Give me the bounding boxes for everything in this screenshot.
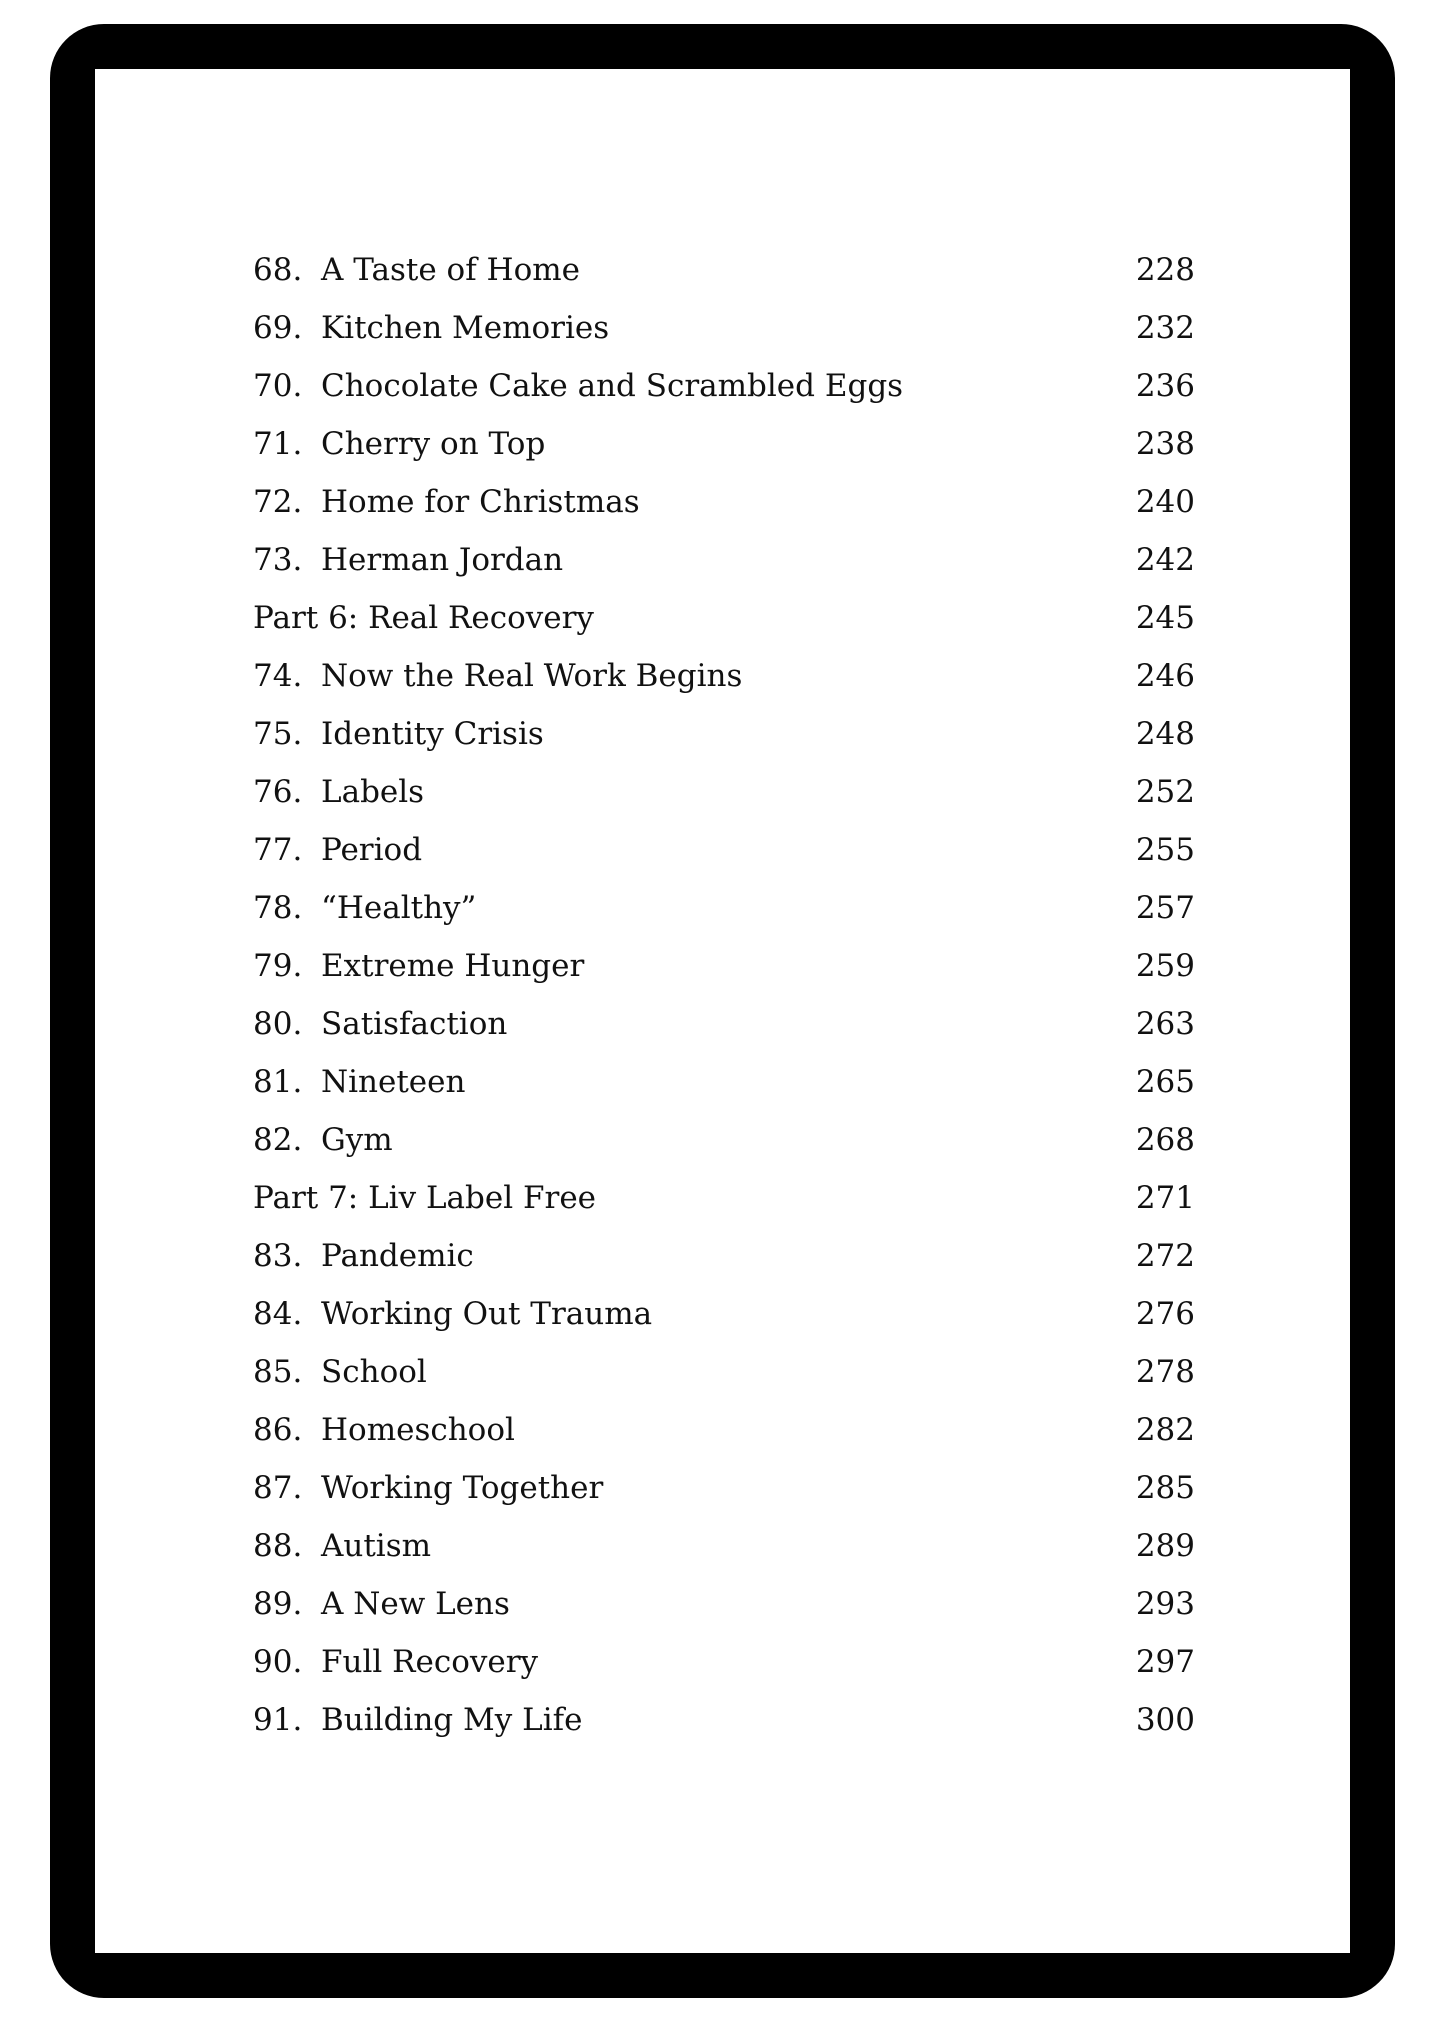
- page-number: 300: [1135, 1702, 1195, 1738]
- chapter-number: 75.: [253, 716, 303, 752]
- chapter-number: 89.: [253, 1586, 303, 1622]
- page-number: 263: [1135, 1006, 1195, 1042]
- chapter-title: Now the Real Work Begins: [321, 658, 743, 694]
- toc-entry: [253, 415, 1195, 473]
- toc-entry: [253, 763, 1195, 821]
- page-number: 228: [1135, 252, 1195, 288]
- chapter-title: A Taste of Home: [321, 252, 580, 288]
- toc-entry: [253, 299, 1195, 357]
- page-number: 289: [1135, 1528, 1195, 1564]
- toc-entry: [253, 1517, 1195, 1575]
- chapter-number: 70.: [253, 368, 303, 404]
- table-of-contents: [253, 241, 1195, 1749]
- page-number: 246: [1135, 658, 1195, 694]
- toc-entry-label: [253, 600, 594, 636]
- page-number: 252: [1135, 774, 1195, 810]
- chapter-number: 69.: [253, 310, 303, 346]
- chapter-title: Pandemic: [321, 1238, 474, 1274]
- chapter-title: Gym: [321, 1122, 393, 1158]
- chapter-number: 73.: [253, 542, 303, 578]
- toc-entry-label: [253, 1644, 538, 1680]
- chapter-number: 86.: [253, 1412, 303, 1448]
- toc-entry-label: [253, 774, 424, 810]
- chapter-title: Homeschool: [321, 1412, 515, 1448]
- toc-entry: [253, 1459, 1195, 1517]
- toc-entry: [253, 1111, 1195, 1169]
- toc-entry-label: [253, 1528, 431, 1564]
- chapter-title: Building My Life: [321, 1702, 583, 1738]
- chapter-number: 83.: [253, 1238, 303, 1274]
- page-number: 268: [1135, 1122, 1195, 1158]
- page-number: 257: [1135, 890, 1195, 926]
- part-title: Part 6: Real Recovery: [253, 600, 594, 636]
- page-number: 255: [1135, 832, 1195, 868]
- toc-entry-label: [253, 426, 545, 462]
- toc-entry-label: [253, 716, 544, 752]
- chapter-number: 72.: [253, 484, 303, 520]
- page-number: 293: [1135, 1586, 1195, 1622]
- toc-entry-label: [253, 1180, 596, 1216]
- toc-entry: [253, 357, 1195, 415]
- chapter-title: Extreme Hunger: [321, 948, 585, 984]
- toc-entry-label: [253, 1238, 474, 1274]
- page-number: 259: [1135, 948, 1195, 984]
- toc-entry-label: [253, 658, 742, 694]
- chapter-number: 79.: [253, 948, 303, 984]
- toc-entry: [253, 995, 1195, 1053]
- page-number: 271: [1135, 1180, 1195, 1216]
- chapter-number: 91.: [253, 1702, 303, 1738]
- page-number: 297: [1135, 1644, 1195, 1680]
- toc-entry-label: [253, 890, 476, 926]
- page-number: 285: [1135, 1470, 1195, 1506]
- chapter-number: 77.: [253, 832, 303, 868]
- chapter-number: 90.: [253, 1644, 303, 1680]
- chapter-title: “Healthy”: [321, 890, 477, 926]
- page-number: 240: [1135, 484, 1195, 520]
- chapter-number: 78.: [253, 890, 303, 926]
- chapter-title: Chocolate Cake and Scrambled Eggs: [321, 368, 904, 404]
- toc-entry: [253, 821, 1195, 879]
- chapter-title: Cherry on Top: [321, 426, 546, 462]
- toc-entry: [253, 879, 1195, 937]
- chapter-title: Home for Christmas: [321, 484, 640, 520]
- page-number: 282: [1135, 1412, 1195, 1448]
- chapter-title: Herman Jordan: [321, 542, 564, 578]
- page-number: 238: [1135, 426, 1195, 462]
- toc-entry: [253, 1053, 1195, 1111]
- toc-entry: [253, 705, 1195, 763]
- chapter-title: A New Lens: [321, 1586, 510, 1622]
- toc-entry: [253, 937, 1195, 995]
- toc-entry-label: [253, 1470, 603, 1506]
- page-number: 232: [1135, 310, 1195, 346]
- page-number: 265: [1135, 1064, 1195, 1100]
- page-number: 248: [1135, 716, 1195, 752]
- page-number: 276: [1135, 1296, 1195, 1332]
- toc-entry: [253, 1285, 1195, 1343]
- chapter-title: Working Out Trauma: [321, 1296, 653, 1332]
- toc-entry: [253, 531, 1195, 589]
- toc-entry: [253, 473, 1195, 531]
- toc-entry-label: [253, 252, 580, 288]
- toc-entry: [253, 1691, 1195, 1749]
- toc-part-heading: [253, 589, 1195, 647]
- toc-entry-label: [253, 1064, 465, 1100]
- chapter-title: School: [321, 1354, 427, 1390]
- part-title: Part 7: Liv Label Free: [253, 1180, 597, 1216]
- chapter-title: Period: [321, 832, 423, 868]
- chapter-number: 87.: [253, 1470, 303, 1506]
- toc-entry: [253, 1401, 1195, 1459]
- chapter-title: Working Together: [321, 1470, 604, 1506]
- chapter-title: Identity Crisis: [321, 716, 544, 752]
- toc-entry: [253, 1227, 1195, 1285]
- toc-entry-label: [253, 484, 640, 520]
- toc-entry-label: [253, 832, 422, 868]
- page-number: 245: [1135, 600, 1195, 636]
- toc-part-heading: [253, 1169, 1195, 1227]
- chapter-number: 81.: [253, 1064, 303, 1100]
- toc-entry: [253, 1633, 1195, 1691]
- chapter-number: 76.: [253, 774, 303, 810]
- toc-entry-label: [253, 368, 903, 404]
- chapter-number: 84.: [253, 1296, 303, 1332]
- toc-entry-label: [253, 948, 584, 984]
- chapter-title: Autism: [321, 1528, 432, 1564]
- chapter-number: 71.: [253, 426, 303, 462]
- toc-entry-label: [253, 1702, 582, 1738]
- toc-entry: [253, 1575, 1195, 1633]
- chapter-number: 88.: [253, 1528, 303, 1564]
- toc-entry-label: [253, 1122, 393, 1158]
- page-number: 278: [1135, 1354, 1195, 1390]
- book-page: [95, 69, 1350, 1953]
- toc-entry: [253, 1343, 1195, 1401]
- chapter-number: 82.: [253, 1122, 303, 1158]
- toc-entry-label: [253, 542, 563, 578]
- chapter-title: Full Recovery: [321, 1644, 539, 1680]
- toc-entry-label: [253, 1354, 427, 1390]
- chapter-number: 80.: [253, 1006, 303, 1042]
- page-number: 242: [1135, 542, 1195, 578]
- chapter-number: 85.: [253, 1354, 303, 1390]
- page-number: 272: [1135, 1238, 1195, 1274]
- chapter-title: Kitchen Memories: [321, 310, 610, 346]
- chapter-number: 68.: [253, 252, 303, 288]
- toc-entry-label: [253, 310, 609, 346]
- chapter-title: Satisfaction: [321, 1006, 508, 1042]
- chapter-number: 74.: [253, 658, 303, 694]
- toc-entry: [253, 647, 1195, 705]
- toc-entry-label: [253, 1296, 652, 1332]
- device-frame: [50, 24, 1395, 1998]
- chapter-title: Labels: [321, 774, 425, 810]
- toc-entry-label: [253, 1412, 515, 1448]
- toc-entry: [253, 241, 1195, 299]
- toc-entry-label: [253, 1586, 510, 1622]
- page-number: 236: [1135, 368, 1195, 404]
- toc-entry-label: [253, 1006, 507, 1042]
- chapter-title: Nineteen: [321, 1064, 466, 1100]
